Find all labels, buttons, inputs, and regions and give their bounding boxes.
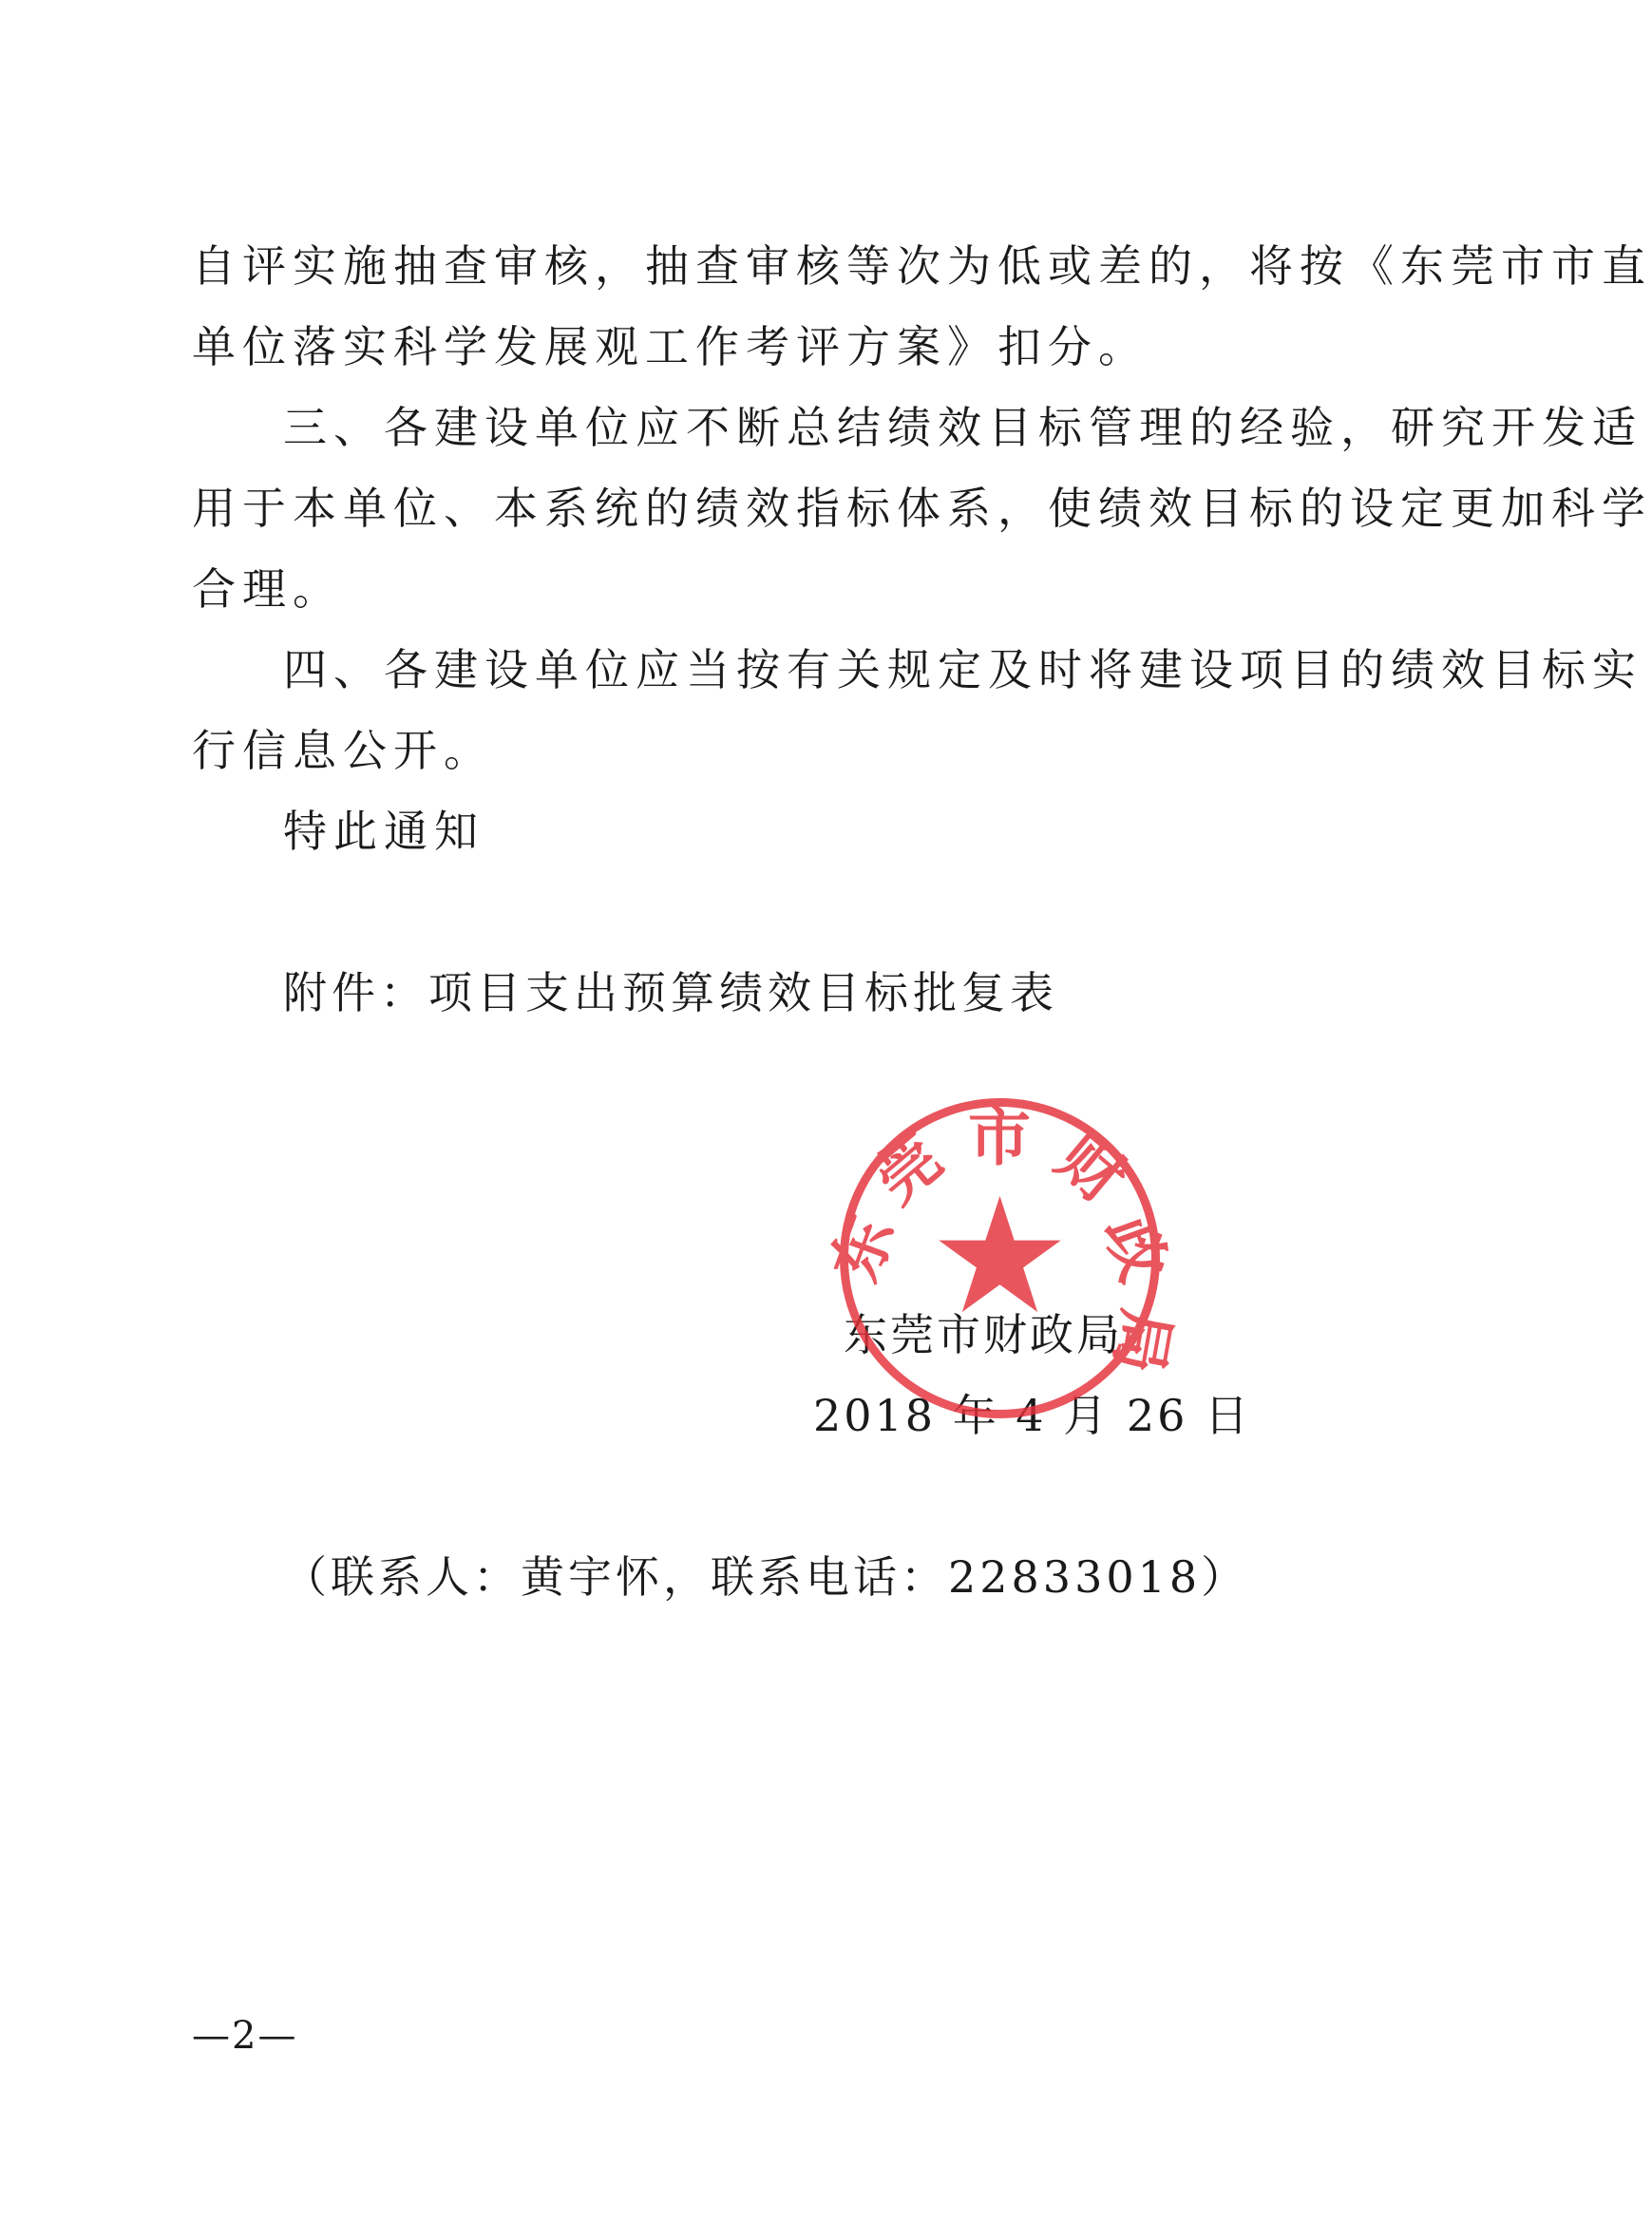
attachment-line: 附件：项目支出预算绩效目标批复表	[283, 967, 1058, 1018]
signature-organization: 东莞市财政局	[844, 1309, 1123, 1360]
contact-info: （联系人：黄宇怀，联系电话：22833018）	[283, 1551, 1249, 1603]
paragraph-line-7: 行信息公开。	[192, 725, 494, 776]
svg-text:莞: 莞	[859, 1120, 956, 1218]
paragraph-line-4: 用于本单位、本系统的绩效指标体系，使绩效目标的设定更加科学	[192, 483, 1652, 534]
svg-text:局: 局	[1100, 1303, 1185, 1379]
paragraph-line-6: 四、各建设单位应当按有关规定及时将建设项目的绩效目标实	[283, 644, 1643, 695]
seal-star-icon	[939, 1196, 1061, 1312]
page-number: —2—	[192, 2014, 298, 2058]
paragraph-line-2: 单位落实科学发展观工作考评方案》扣分。	[192, 321, 1149, 372]
svg-text:财: 财	[1043, 1120, 1140, 1218]
signature-date: 2018 年 4 月 26 日	[813, 1390, 1251, 1441]
paragraph-line-3: 三、各建设单位应不断总结绩效目标管理的经验，研究开发适	[283, 402, 1643, 453]
paragraph-line-5: 合理。	[192, 563, 343, 615]
svg-text:东: 东	[817, 1206, 909, 1291]
svg-text:市: 市	[968, 1100, 1031, 1174]
paragraph-line-1: 自评实施抽查审核，抽查审核等次为低或差的，将按《东莞市市直	[192, 240, 1652, 292]
closing-phrase: 特此通知	[283, 806, 484, 857]
svg-text:政: 政	[1090, 1206, 1182, 1291]
